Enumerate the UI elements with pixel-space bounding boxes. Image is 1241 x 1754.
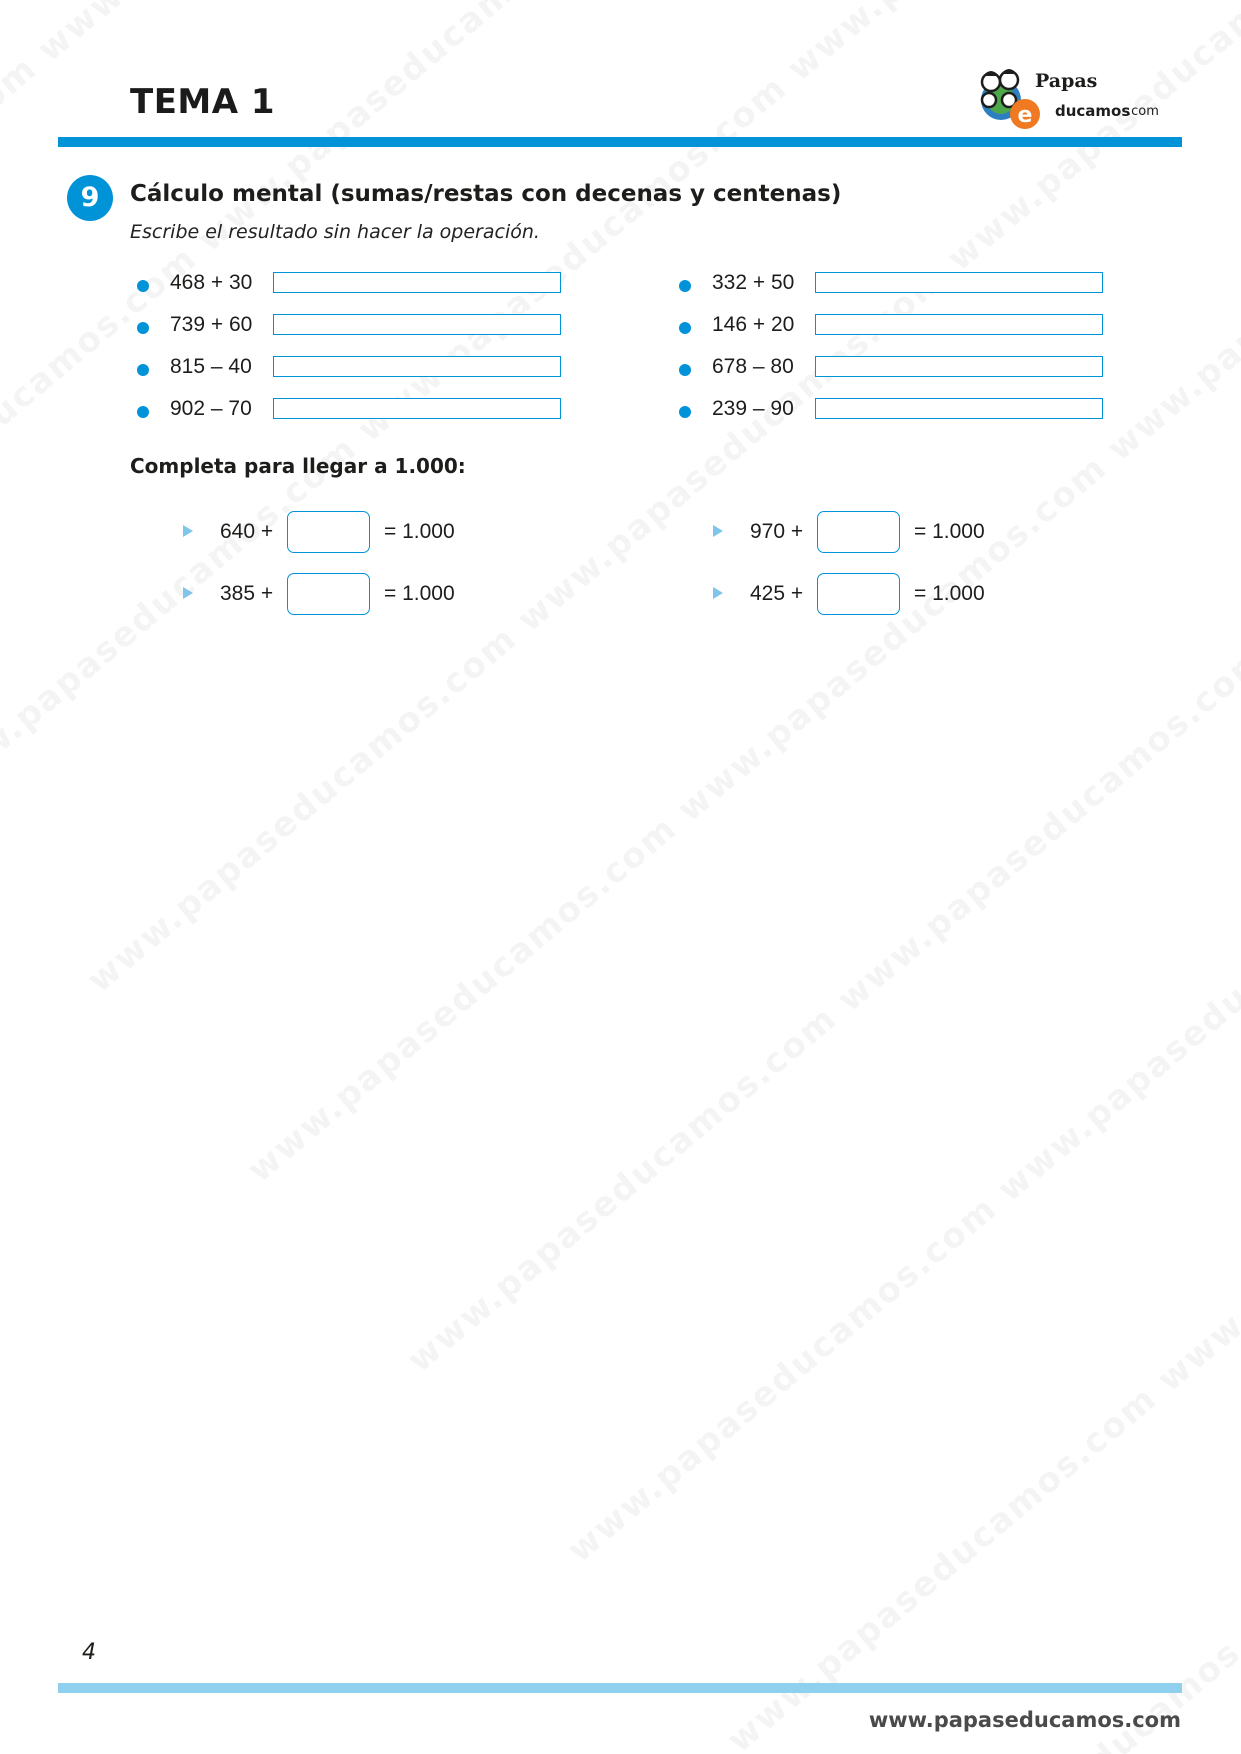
operations-left-column <box>137 268 587 436</box>
exercise-title: Cálculo mental (sumas/restas con decenas y centenas) <box>130 181 842 207</box>
answer-field[interactable] <box>815 398 1103 419</box>
operation-row <box>137 268 587 310</box>
operation-row <box>679 268 1129 310</box>
bullet-icon <box>137 280 149 292</box>
answer-field[interactable] <box>273 356 561 377</box>
complete-row <box>183 511 503 555</box>
exercise-instruction: Escribe el resultado sin hacer la operación. <box>130 221 540 243</box>
logo-text-ducamos: ducamos <box>1055 102 1131 120</box>
complete-addend: 640 + <box>220 520 274 543</box>
answer-field[interactable] <box>815 356 1103 377</box>
complete-section-title: Completa para llegar a 1.000: <box>130 454 466 478</box>
arrow-icon <box>183 525 193 537</box>
bullet-icon <box>679 406 691 418</box>
operation-row <box>679 394 1129 436</box>
footer-url: www.papaseducamos.com <box>868 1708 1181 1732</box>
complete-addend: 425 + <box>750 582 804 605</box>
answer-box[interactable] <box>817 511 900 553</box>
operations-right-column <box>679 268 1129 436</box>
bullet-icon <box>679 322 691 334</box>
operation-expression: 739 + 60 <box>170 313 253 336</box>
answer-field[interactable] <box>815 272 1103 293</box>
answer-box[interactable] <box>287 511 370 553</box>
operation-expression: 332 + 50 <box>712 271 795 294</box>
svg-text:e: e <box>1017 103 1033 128</box>
answer-field[interactable] <box>273 314 561 335</box>
operation-expression: 678 – 80 <box>712 355 794 378</box>
operation-row <box>137 394 587 436</box>
complete-result: = 1.000 <box>384 520 455 543</box>
complete-addend: 385 + <box>220 582 274 605</box>
complete-row <box>183 573 503 617</box>
footer-divider <box>58 1683 1182 1693</box>
operation-row <box>137 310 587 352</box>
answer-field[interactable] <box>815 314 1103 335</box>
operation-row <box>137 352 587 394</box>
complete-result: = 1.000 <box>914 520 985 543</box>
answer-field[interactable] <box>273 272 561 293</box>
complete-row <box>713 511 1033 555</box>
arrow-icon <box>713 525 723 537</box>
operation-expression: 815 – 40 <box>170 355 252 378</box>
bullet-icon <box>679 364 691 376</box>
answer-field[interactable] <box>273 398 561 419</box>
operation-expression: 146 + 20 <box>712 313 795 336</box>
answer-box[interactable] <box>287 573 370 615</box>
arrow-icon <box>183 587 193 599</box>
papaseducamos-logo <box>975 62 1185 134</box>
operation-row <box>679 310 1129 352</box>
bullet-icon <box>137 322 149 334</box>
page-number: 4 <box>82 1640 96 1665</box>
operation-row <box>679 352 1129 394</box>
operation-expression: 468 + 30 <box>170 271 253 294</box>
header-divider <box>58 137 1182 147</box>
complete-result: = 1.000 <box>384 582 455 605</box>
complete-row <box>713 573 1033 617</box>
bullet-icon <box>137 406 149 418</box>
logo-text-papas: Papas <box>1035 70 1098 92</box>
operation-expression: 902 – 70 <box>170 397 252 420</box>
logo-text-com: .com <box>1127 104 1159 119</box>
operation-expression: 239 – 90 <box>712 397 794 420</box>
page-title: TEMA 1 <box>130 82 276 122</box>
exercise-number-badge: 9 <box>67 175 113 221</box>
bullet-icon <box>679 280 691 292</box>
answer-box[interactable] <box>817 573 900 615</box>
bullet-icon <box>137 364 149 376</box>
complete-result: = 1.000 <box>914 582 985 605</box>
complete-addend: 970 + <box>750 520 804 543</box>
arrow-icon <box>713 587 723 599</box>
